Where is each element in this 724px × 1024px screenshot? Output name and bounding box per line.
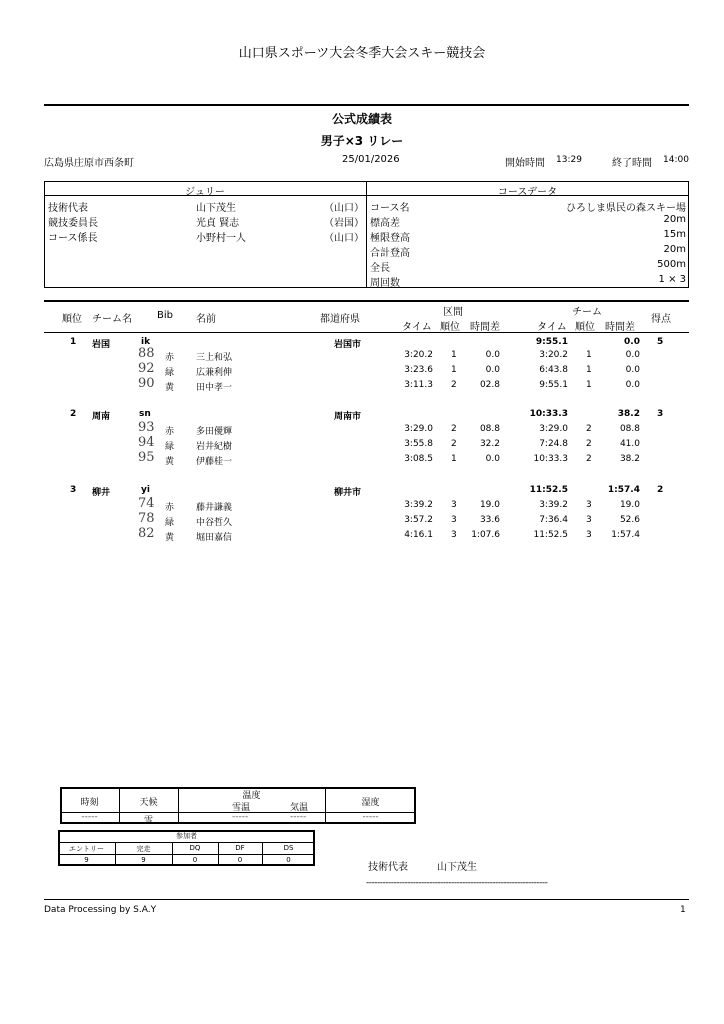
leg-cum-rank: 1 [586, 365, 592, 375]
participants-ds-label: DS [283, 844, 294, 852]
air-temp-value: ----- [290, 812, 307, 822]
leg-cum-time: 3:20.2 [539, 350, 568, 360]
location: 広島県庄原市西条町 [44, 158, 134, 169]
signature-line: ------------------------------------------------------------------ [366, 878, 548, 888]
leg-cum-time: 11:52.5 [533, 530, 568, 540]
jury-name: 光貞 賢志 [196, 218, 240, 229]
leg-cum-diff: 19.0 [619, 500, 640, 510]
team-points: 5 [657, 337, 664, 347]
leg-rank: 2 [451, 424, 457, 434]
leg-cum-rank: 2 [586, 454, 592, 464]
leg-cum-diff: 38.2 [619, 454, 640, 464]
leg-color: 赤 [165, 353, 175, 363]
jury-name: 山下茂生 [196, 203, 236, 214]
participants-finish-value: 9 [141, 856, 146, 864]
leg-diff: 1:07.6 [471, 530, 500, 540]
participants-title: 参加者 [176, 832, 197, 840]
leg-color: 黄 [165, 533, 175, 543]
leg-cum-diff: 1:57.4 [611, 530, 640, 540]
leg-time: 3:11.3 [404, 380, 433, 390]
col-rank: 順位 [62, 314, 82, 325]
results-top-rule [44, 300, 689, 302]
end-label: 終了時間 [612, 158, 652, 169]
leg-cum-time: 3:29.0 [539, 424, 568, 434]
team-rank: 1 [70, 337, 77, 347]
humidity-label: 湿度 [361, 798, 380, 808]
course-label: 合計登高 [370, 248, 410, 259]
course-value: 20m [663, 244, 686, 255]
leg-color: 緑 [165, 518, 175, 528]
team-name: 周南 [92, 412, 111, 422]
course-value: 500m [657, 259, 686, 270]
leg-rank: 3 [451, 500, 457, 510]
leg-name: 藤井謙義 [196, 503, 233, 513]
results-header-rule [44, 332, 689, 333]
col-bib: Bib [157, 310, 173, 321]
team-pref: 柳井市 [334, 488, 362, 498]
start-time: 13:29 [556, 155, 582, 165]
participants-df-value: 0 [237, 856, 243, 864]
team-points: 3 [657, 409, 664, 419]
leg-bib: 94 [138, 435, 155, 450]
leg-cum-time: 10:33.3 [533, 454, 568, 464]
footer-rule [44, 899, 689, 900]
team-diff: 1:57.4 [607, 485, 640, 495]
leg-cum-rank: 2 [586, 424, 592, 434]
leg-bib: 82 [138, 526, 155, 541]
weather-value: 雪 [143, 816, 153, 826]
leg-color: 黄 [165, 457, 175, 467]
course-label: 標高差 [370, 218, 400, 229]
team-name: 岩国 [92, 340, 111, 350]
team-diff: 38.2 [617, 409, 640, 419]
leg-bib: 78 [138, 511, 155, 526]
course-label: 全長 [370, 263, 390, 274]
leg-cum-time: 7:36.4 [539, 515, 568, 525]
col-section: 区間 [443, 307, 463, 318]
leg-cum-rank: 3 [586, 515, 592, 525]
team-time: 9:55.1 [535, 337, 568, 347]
leg-cum-rank: 1 [586, 380, 592, 390]
jury-pref: （山口） [324, 233, 364, 244]
course-value: 15m [663, 229, 686, 240]
participants-dq-value: 0 [192, 856, 198, 864]
leg-name: 三上和弘 [196, 353, 233, 363]
course-value: ひろしま県民の森スキー場 [566, 203, 686, 214]
leg-bib: 90 [138, 376, 155, 391]
leg-cum-diff: 0.0 [625, 380, 640, 390]
leg-name: 広兼利伸 [196, 368, 233, 378]
leg-cum-diff: 0.0 [625, 365, 640, 375]
leg-cum-rank: 2 [586, 439, 592, 449]
leg-bib: 95 [138, 450, 155, 465]
team-pref: 周南市 [334, 412, 362, 422]
leg-time: 4:16.1 [404, 530, 433, 540]
jury-pref: （岩国） [324, 218, 364, 229]
leg-rank: 3 [451, 515, 457, 525]
team-rank: 3 [70, 485, 77, 495]
signature-name: 山下茂生 [437, 862, 477, 873]
col-team-group: チーム [572, 307, 602, 318]
col-points: 得点 [651, 314, 671, 325]
leg-rank: 2 [451, 439, 457, 449]
leg-cum-diff: 08.8 [619, 424, 640, 434]
leg-time: 3:55.8 [404, 439, 433, 449]
snow-temp-value: ----- [232, 812, 249, 822]
leg-cum-time: 9:55.1 [539, 380, 568, 390]
jury-pref: （山口） [324, 203, 364, 214]
leg-diff: 0.0 [485, 350, 500, 360]
participants-dq-label: DQ [189, 844, 201, 852]
course-title: コースデータ [497, 187, 558, 198]
course-label: 極限登高 [370, 233, 410, 244]
col-team-rank: 順位 [575, 322, 595, 333]
participants-df-label: DF [235, 844, 245, 852]
event-title: 山口県スポーツ大会冬季大会スキー競技会 [238, 46, 486, 61]
temp-label: 温度 [242, 791, 261, 801]
weather-time-value: ----- [81, 812, 98, 822]
team-time: 11:52.5 [529, 485, 568, 495]
leg-rank: 3 [451, 530, 457, 540]
leg-diff: 0.0 [485, 365, 500, 375]
leg-cum-time: 7:24.8 [539, 439, 568, 449]
leg-cum-rank: 1 [586, 350, 592, 360]
leg-diff: 08.8 [479, 424, 500, 434]
leg-time: 3:08.5 [404, 454, 433, 464]
col-diff: 時間差 [470, 322, 500, 333]
team-diff: 0.0 [624, 337, 640, 347]
weather-time-label: 時刻 [80, 798, 99, 808]
leg-cum-time: 6:43.8 [539, 365, 568, 375]
jury-role: コース係長 [48, 233, 98, 244]
leg-name: 多田優輝 [196, 427, 233, 437]
leg-diff: 19.0 [479, 500, 500, 510]
leg-diff: 0.0 [485, 454, 500, 464]
leg-time: 3:20.2 [404, 350, 433, 360]
leg-color: 黄 [165, 383, 175, 393]
col-name: 名前 [196, 314, 216, 325]
team-code: sn [139, 409, 151, 419]
leg-cum-diff: 41.0 [619, 439, 640, 449]
team-pref: 岩国市 [334, 340, 362, 350]
team-points: 2 [657, 485, 664, 495]
leg-time: 3:29.0 [404, 424, 433, 434]
leg-color: 緑 [165, 442, 175, 452]
jury-role: 技術代表 [48, 203, 88, 214]
leg-rank: 1 [451, 365, 457, 375]
doc-title: 公式成績表 [331, 112, 392, 126]
leg-bib: 88 [138, 346, 155, 361]
participants-ds-value: 0 [286, 856, 291, 864]
col-team-diff: 時間差 [605, 322, 635, 333]
leg-time: 3:23.6 [404, 365, 433, 375]
leg-cum-rank: 3 [586, 530, 592, 540]
leg-name: 中谷哲久 [196, 518, 233, 528]
leg-bib: 74 [138, 496, 155, 511]
participants-finish-label: 完走 [136, 845, 151, 853]
col-pref: 都道府県 [320, 314, 360, 325]
team-code: yi [141, 485, 150, 495]
page-number: 1 [680, 905, 686, 915]
leg-bib: 92 [138, 361, 155, 376]
race-date: 25/01/2026 [342, 154, 400, 165]
start-label: 開始時間 [505, 158, 545, 169]
col-leg-rank: 順位 [440, 322, 460, 333]
course-label: 周回数 [370, 278, 400, 289]
col-time: タイム [402, 322, 432, 333]
jury-name: 小野村一人 [196, 233, 246, 244]
leg-name: 田中孝一 [196, 383, 233, 393]
leg-diff: 33.6 [479, 515, 500, 525]
leg-time: 3:57.2 [404, 515, 433, 525]
course-value: 20m [663, 214, 686, 225]
leg-rank: 2 [451, 380, 457, 390]
signature-label: 技術代表 [368, 862, 408, 873]
jury-role: 競技委員長 [48, 218, 98, 229]
header-rule [44, 104, 689, 106]
humidity-value: ----- [362, 812, 379, 822]
leg-name: 岩井紀樹 [196, 442, 233, 452]
leg-rank: 1 [451, 454, 457, 464]
leg-time: 3:39.2 [404, 500, 433, 510]
leg-bib: 93 [138, 420, 155, 435]
air-temp-label: 気温 [290, 803, 309, 813]
end-time: 14:00 [663, 155, 689, 165]
team-code: ik [141, 337, 151, 347]
leg-name: 伊藤桂一 [196, 457, 233, 467]
leg-diff: 32.2 [479, 439, 500, 449]
leg-cum-time: 3:39.2 [539, 500, 568, 510]
leg-cum-diff: 0.0 [625, 350, 640, 360]
footer-credit: Data Processing by S.A.Y [44, 905, 157, 915]
team-time: 10:33.3 [529, 409, 568, 419]
leg-cum-rank: 3 [586, 500, 592, 510]
participants-row-divider [58, 854, 315, 855]
jury-title: ジュリー [185, 187, 225, 198]
participants-entry-value: 9 [84, 856, 89, 864]
col-team: チーム名 [92, 314, 132, 325]
team-rank: 2 [70, 409, 77, 419]
leg-color: 赤 [165, 503, 175, 513]
leg-name: 堀田嘉信 [196, 533, 233, 543]
leg-cum-diff: 52.6 [619, 515, 640, 525]
course-label: コース名 [370, 203, 410, 214]
weather-label: 天候 [139, 798, 158, 808]
leg-diff: 02.8 [479, 380, 500, 390]
leg-color: 赤 [165, 427, 175, 437]
participants-entry-label: エントリー [69, 845, 104, 853]
snow-temp-label: 雪温 [232, 803, 251, 813]
race-name: 男子×3 リレー [320, 134, 404, 148]
participants-title-divider [58, 842, 315, 843]
course-value: 1 × 3 [658, 274, 686, 285]
leg-rank: 1 [451, 350, 457, 360]
col-team-time: タイム [537, 322, 567, 333]
leg-color: 緑 [165, 368, 175, 378]
team-name: 柳井 [92, 488, 111, 498]
